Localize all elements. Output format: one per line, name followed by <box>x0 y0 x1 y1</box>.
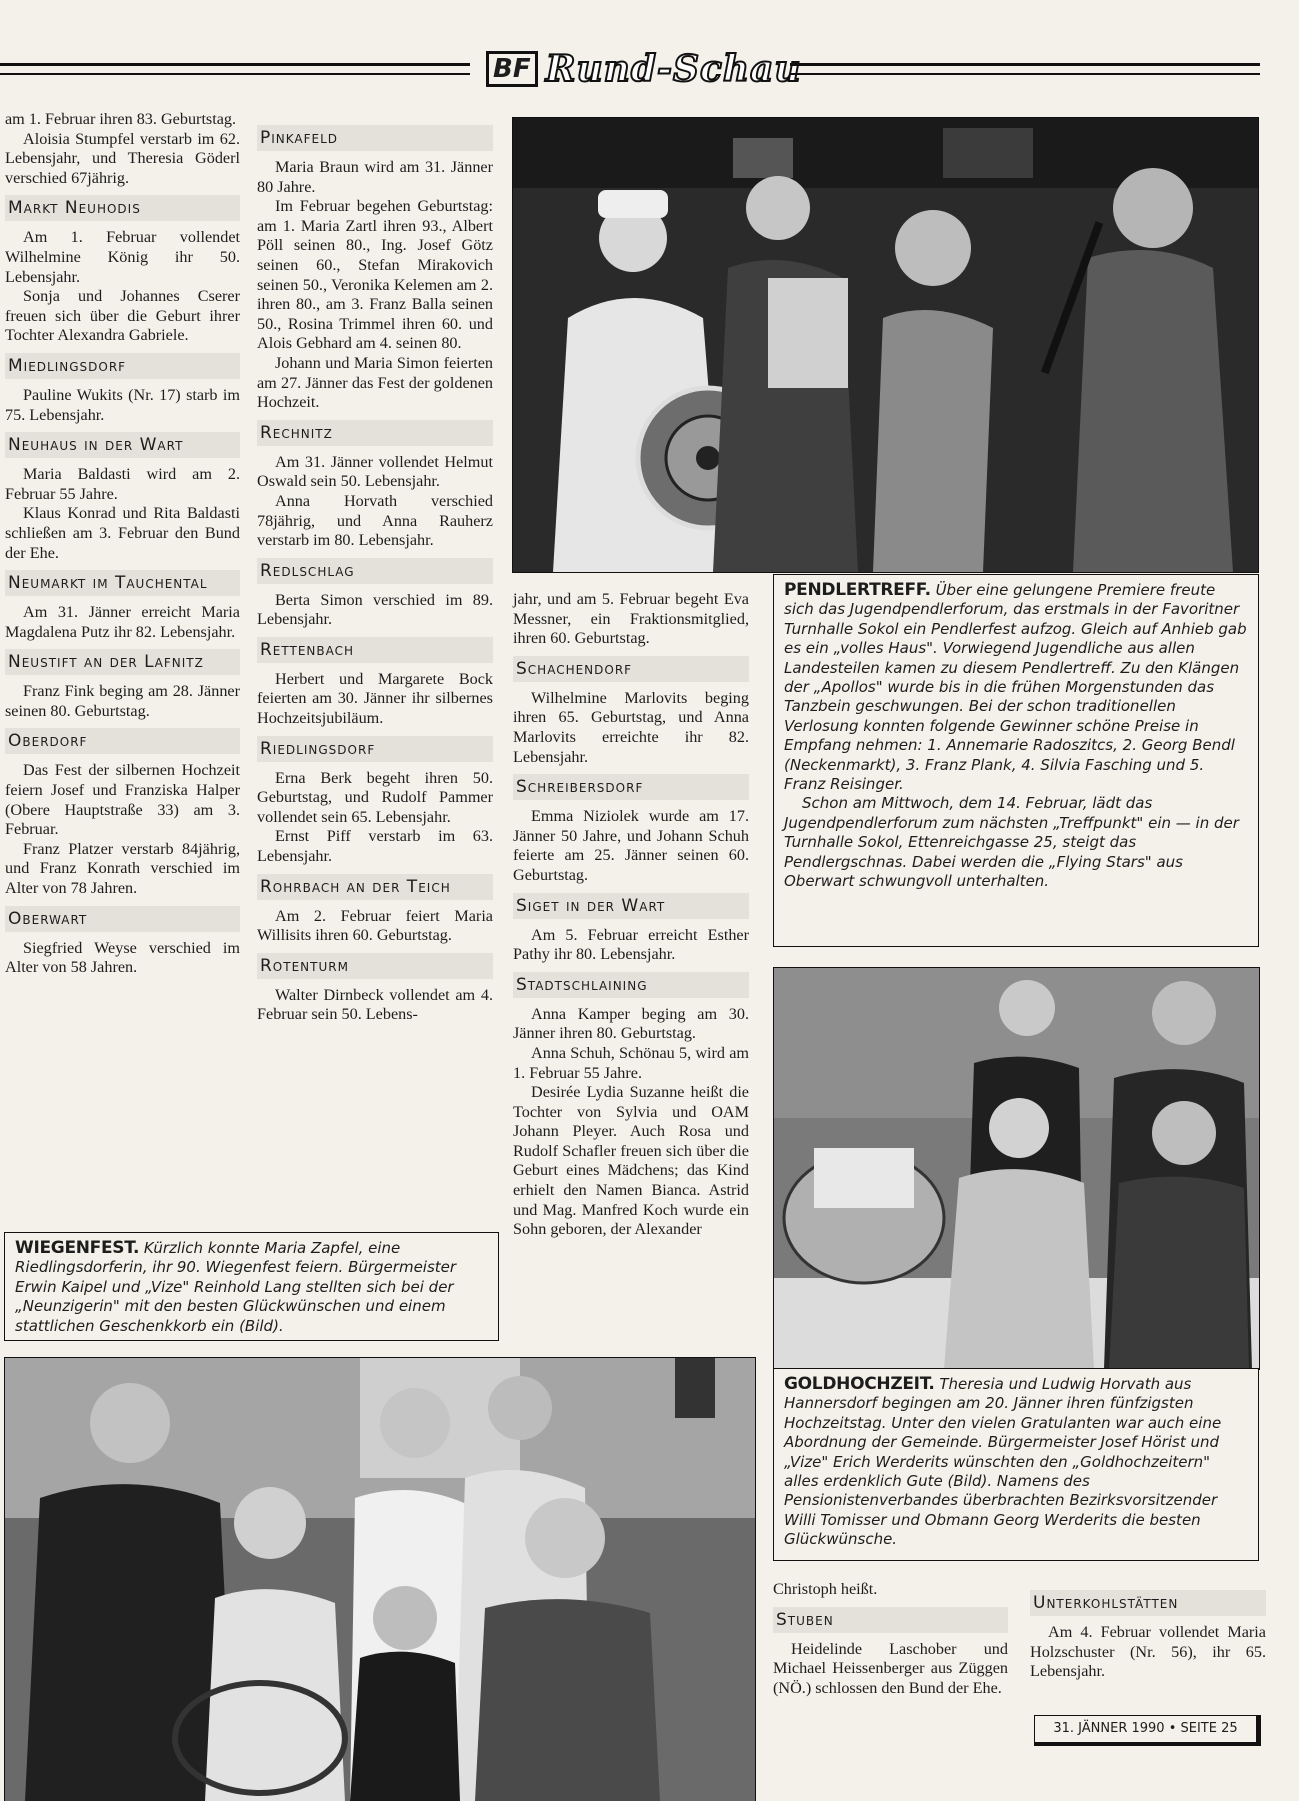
wiegenfest-caption <box>4 1232 499 1341</box>
news-item: Am 1. Februar vollendet Wilhelmine König ihr 50. Lebensjahr. <box>5 228 240 286</box>
place-heading: Unterkohlstätten <box>1030 1590 1266 1616</box>
place-heading: Rettenbach <box>257 637 493 663</box>
news-item: Am 31. Jänner erreicht Maria Magdalena Putz ihr 82. Lebensjahr. <box>5 603 240 641</box>
pendlertreff-caption <box>773 574 1259 947</box>
place-heading: Neuhaus in der Wart <box>5 432 240 458</box>
place-heading: Riedlingsdorf <box>257 736 493 762</box>
news-item: Desirée Lydia Suzanne heißt die Tochter von Sylvia und OAM Johann Pleyer. Auch Rosa und Rudolf Schafler freuen sich über die Geburt eines Mädchens; das Kind erhielt den Namen Bianca. Astrid und Mag. Manfred Koch wurde ein Sohn geboren, der Alexander <box>513 1083 749 1239</box>
news-item: Im Februar begehen Geburtstag: am 1. Maria Zartl ihren 93., Albert Pöll seinen 80., Ing. Josef Götz seinen 60., Stefan Mirakovich seinen 50., Veronika Kelemen am 2. ihren 80., am 3. Franz Balla seinen 50., Rosina Trimmel ihren 60. und Alois Gebhard am 4. seinen 80. <box>257 197 493 353</box>
wiegenfest-photo <box>4 1357 756 1801</box>
news-item: Heidelinde Laschober und Michael Heissenberger aus Züggen (NÖ.) schlossen den Bund der Ehe. <box>773 1639 1008 1697</box>
news-item: Franz Fink beging am 28. Jänner seinen 80. Geburtstag. <box>5 682 240 720</box>
news-item: Herbert und Margarete Bock feierten am 30. Jänner ihr silbernes Hochzeitsjubiläum. <box>257 669 493 728</box>
news-item: Johann und Maria Simon feierten am 27. Jänner das Fest der goldenen Hochzeit. <box>257 353 493 412</box>
goldhochzeit-caption <box>773 1368 1259 1561</box>
place-heading: Rotenturm <box>257 953 493 979</box>
place-heading: Stuben <box>773 1607 1008 1633</box>
goldhochzeit-kicker: GOLDHOCHZEIT. <box>784 1374 935 1394</box>
pendlertreff-photo <box>512 117 1259 573</box>
goldhochzeit-text: Theresia und Ludwig Horvath aus Hannersdorf begingen am 20. Jänner ihren fünfzigsten Hochzeitstag. Unter den vielen Gratulanten war auch eine Abordnung der Gemeinde. Bürgermeister Josef Hörist und „Vize" Erich Werderits wünschten den „Goldhochzeitern" alles erdenklich Gute (Bild). Namens des Pensionistenverbandes überbrachten Bezirksvorsitzender Willi Tomisser und Obmann Georg Werderits die besten Glückwünsche. <box>784 1375 1222 1549</box>
news-item: Wilhelmine Marlovits beging ihren 65. Geburtstag, und Anna Marlovits erreichte ihr 82. Lebensjahr. <box>513 688 749 766</box>
news-item: Siegfried Weyse verschied im Alter von 58 Jahren. <box>5 938 240 977</box>
text-column-2 <box>257 118 493 1025</box>
place-heading: Oberwart <box>5 906 240 932</box>
place-heading: Neustift an der Lafnitz <box>5 649 240 675</box>
place-heading: Pinkafeld <box>257 125 493 151</box>
news-item: Erna Berk begeht ihren 50. Geburtstag, und Rudolf Pammer vollendet sein 65. Lebensjahr. <box>257 768 493 826</box>
place-heading: Schreibersdorf <box>513 774 749 800</box>
place-heading: Stadtschlaining <box>513 972 749 998</box>
news-item: Am 5. Februar erreicht Esther Pathy ihr 80. Lebensjahr. <box>513 925 749 964</box>
masthead-rule-left <box>0 63 470 75</box>
news-item: Franz Platzer verstarb 84jährig, und Franz Konrath verschied im Alter von 78 Jahren. <box>5 839 240 898</box>
masthead-title: Rund-Schau <box>545 48 802 90</box>
goldhochzeit-photo <box>773 967 1260 1370</box>
place-heading: Oberdorf <box>5 728 240 754</box>
text-column-4a <box>773 1580 1008 1698</box>
place-heading: Siget in der Wart <box>513 893 749 919</box>
place-heading: Miedlingsdorf <box>5 353 240 379</box>
news-item: Aloisia Stumpfel verstarb im 62. Lebensjahr, und Theresia Göderl verschied 67jährig. <box>5 129 240 187</box>
page-footer: 31. JÄNNER 1990 • SEITE 25 <box>1034 1715 1261 1746</box>
place-heading: Markt Neuhodis <box>5 195 240 221</box>
news-item: Klaus Konrad und Rita Baldasti schließen am 3. Februar den Bund der Ehe. <box>5 504 240 562</box>
news-item: Das Fest der silbernen Hochzeit feiern Josef und Franziska Halper (Obere Hauptstraße 33) am 3. Februar. <box>5 761 240 839</box>
masthead-rule-right <box>790 63 1260 75</box>
news-item: jahr, und am 5. Februar begeht Eva Messner, ein Fraktionsmitglied, ihren 60. Geburtstag. <box>513 590 749 648</box>
news-item: Ernst Piff verstarb im 63. Lebensjahr. <box>257 827 493 866</box>
pendlertreff-kicker: PENDLERTREFF. <box>784 580 931 600</box>
place-heading: Rohrbach an der Teich <box>257 874 493 900</box>
place-heading: Redlschlag <box>257 558 493 584</box>
text-column-3 <box>513 590 749 1240</box>
text-column-1 <box>5 110 240 978</box>
news-item: Berta Simon verschied im 89. Lebensjahr. <box>257 590 493 629</box>
news-item: Anna Kamper beging am 30. Jänner ihren 80. Geburtstag. <box>513 1004 749 1043</box>
news-item: Am 2. Februar feiert Maria Willisits ihren 60. Geburtstag. <box>257 906 493 945</box>
masthead <box>486 48 802 90</box>
news-item: Walter Dirnbeck vollendet am 4. Februar sein 50. Lebens- <box>257 985 493 1024</box>
news-item: Anna Schuh, Schönau 5, wird am 1. Februar 55 Jahre. <box>513 1043 749 1082</box>
news-item: Christoph heißt. <box>773 1580 878 1598</box>
pendlertreff-text-1: Über eine gelungene Premiere freute sich das Jugendpendlerforum, das erstmals in der Favoritner Turnhalle Sokol ein Pendlerfest aufzog. Gleich auf Anhieb gab es ein „volles Haus". Vorwiegend Jugendliche aus allen Landesteilen kamen zu diesem Pendlertreff. Zu den Klängen der „Apollos" wurde bis in die frühen Morgenstunden das Tanzbein geschwungen. Bei der schon traditionellen Verlosung konnten folgende Gewinner schöne Preise in Empfang nehmen: 1. Annemarie Radoszitcs, 2. Georg Bendl (Neckenmarkt), 3. Franz Plank, 4. Silvia Fasching und 5. Franz Reisinger. <box>784 581 1247 794</box>
masthead-logo: BF <box>486 51 538 87</box>
news-item: Anna Horvath verschied 78jährig, und Anna Rauherz verstarb im 80. Lebensjahr. <box>257 491 493 550</box>
wiegenfest-text: Kürzlich konnte Maria Zapfel, eine Riedlingsdorferin, ihr 90. Wiegenfest feiern. Bürgermeister Erwin Kaipel und „Vize" Reinhold Lang stellten sich bei der „Neunzigerin" mit den besten Glückwünschen und einem stattlichen Geschenkkorb ein (Bild). <box>15 1239 457 1335</box>
news-item: Sonja und Johannes Cserer freuen sich über die Geburt ihrer Tochter Alexandra Gabriele. <box>5 287 240 345</box>
news-item: Am 31. Jänner vollendet Helmut Oswald sein 50. Lebensjahr. <box>257 452 493 491</box>
place-heading: Rechnitz <box>257 420 493 446</box>
news-item: Maria Braun wird am 31. Jänner 80 Jahre. <box>257 158 493 196</box>
text-column-4b <box>1030 1583 1266 1682</box>
news-item: Emma Niziolek wurde am 17. Jänner 50 Jahre, und Johann Schuh feierte am 25. Jänner seinen 60. Geburtstag. <box>513 807 749 884</box>
news-item: am 1. Februar ihren 83. Geburtstag. <box>5 110 237 128</box>
place-heading: Schachendorf <box>513 656 749 682</box>
news-item: Maria Baldasti wird am 2. Februar 55 Jahre. <box>5 465 240 503</box>
place-heading: Neumarkt im Tauchental <box>5 570 240 596</box>
news-item: Pauline Wukits (Nr. 17) starb im 75. Lebensjahr. <box>5 385 240 424</box>
pendlertreff-text-2: Schon am Mittwoch, dem 14. Februar, lädt das Jugendpendlerforum zum nächsten „Treffpunkt" ein — in der Turnhalle Sokol, Ettenreichgasse 25, steigt das Pendlergschnas. Dabei werden die „Flying Stars" aus Oberwart schwungvoll unterhalten. <box>784 794 1239 891</box>
news-item: Am 4. Februar vollendet Maria Holzschuster (Nr. 56), ihr 65. Lebensjahr. <box>1030 1623 1266 1681</box>
wiegenfest-kicker: WIEGENFEST. <box>15 1238 140 1258</box>
